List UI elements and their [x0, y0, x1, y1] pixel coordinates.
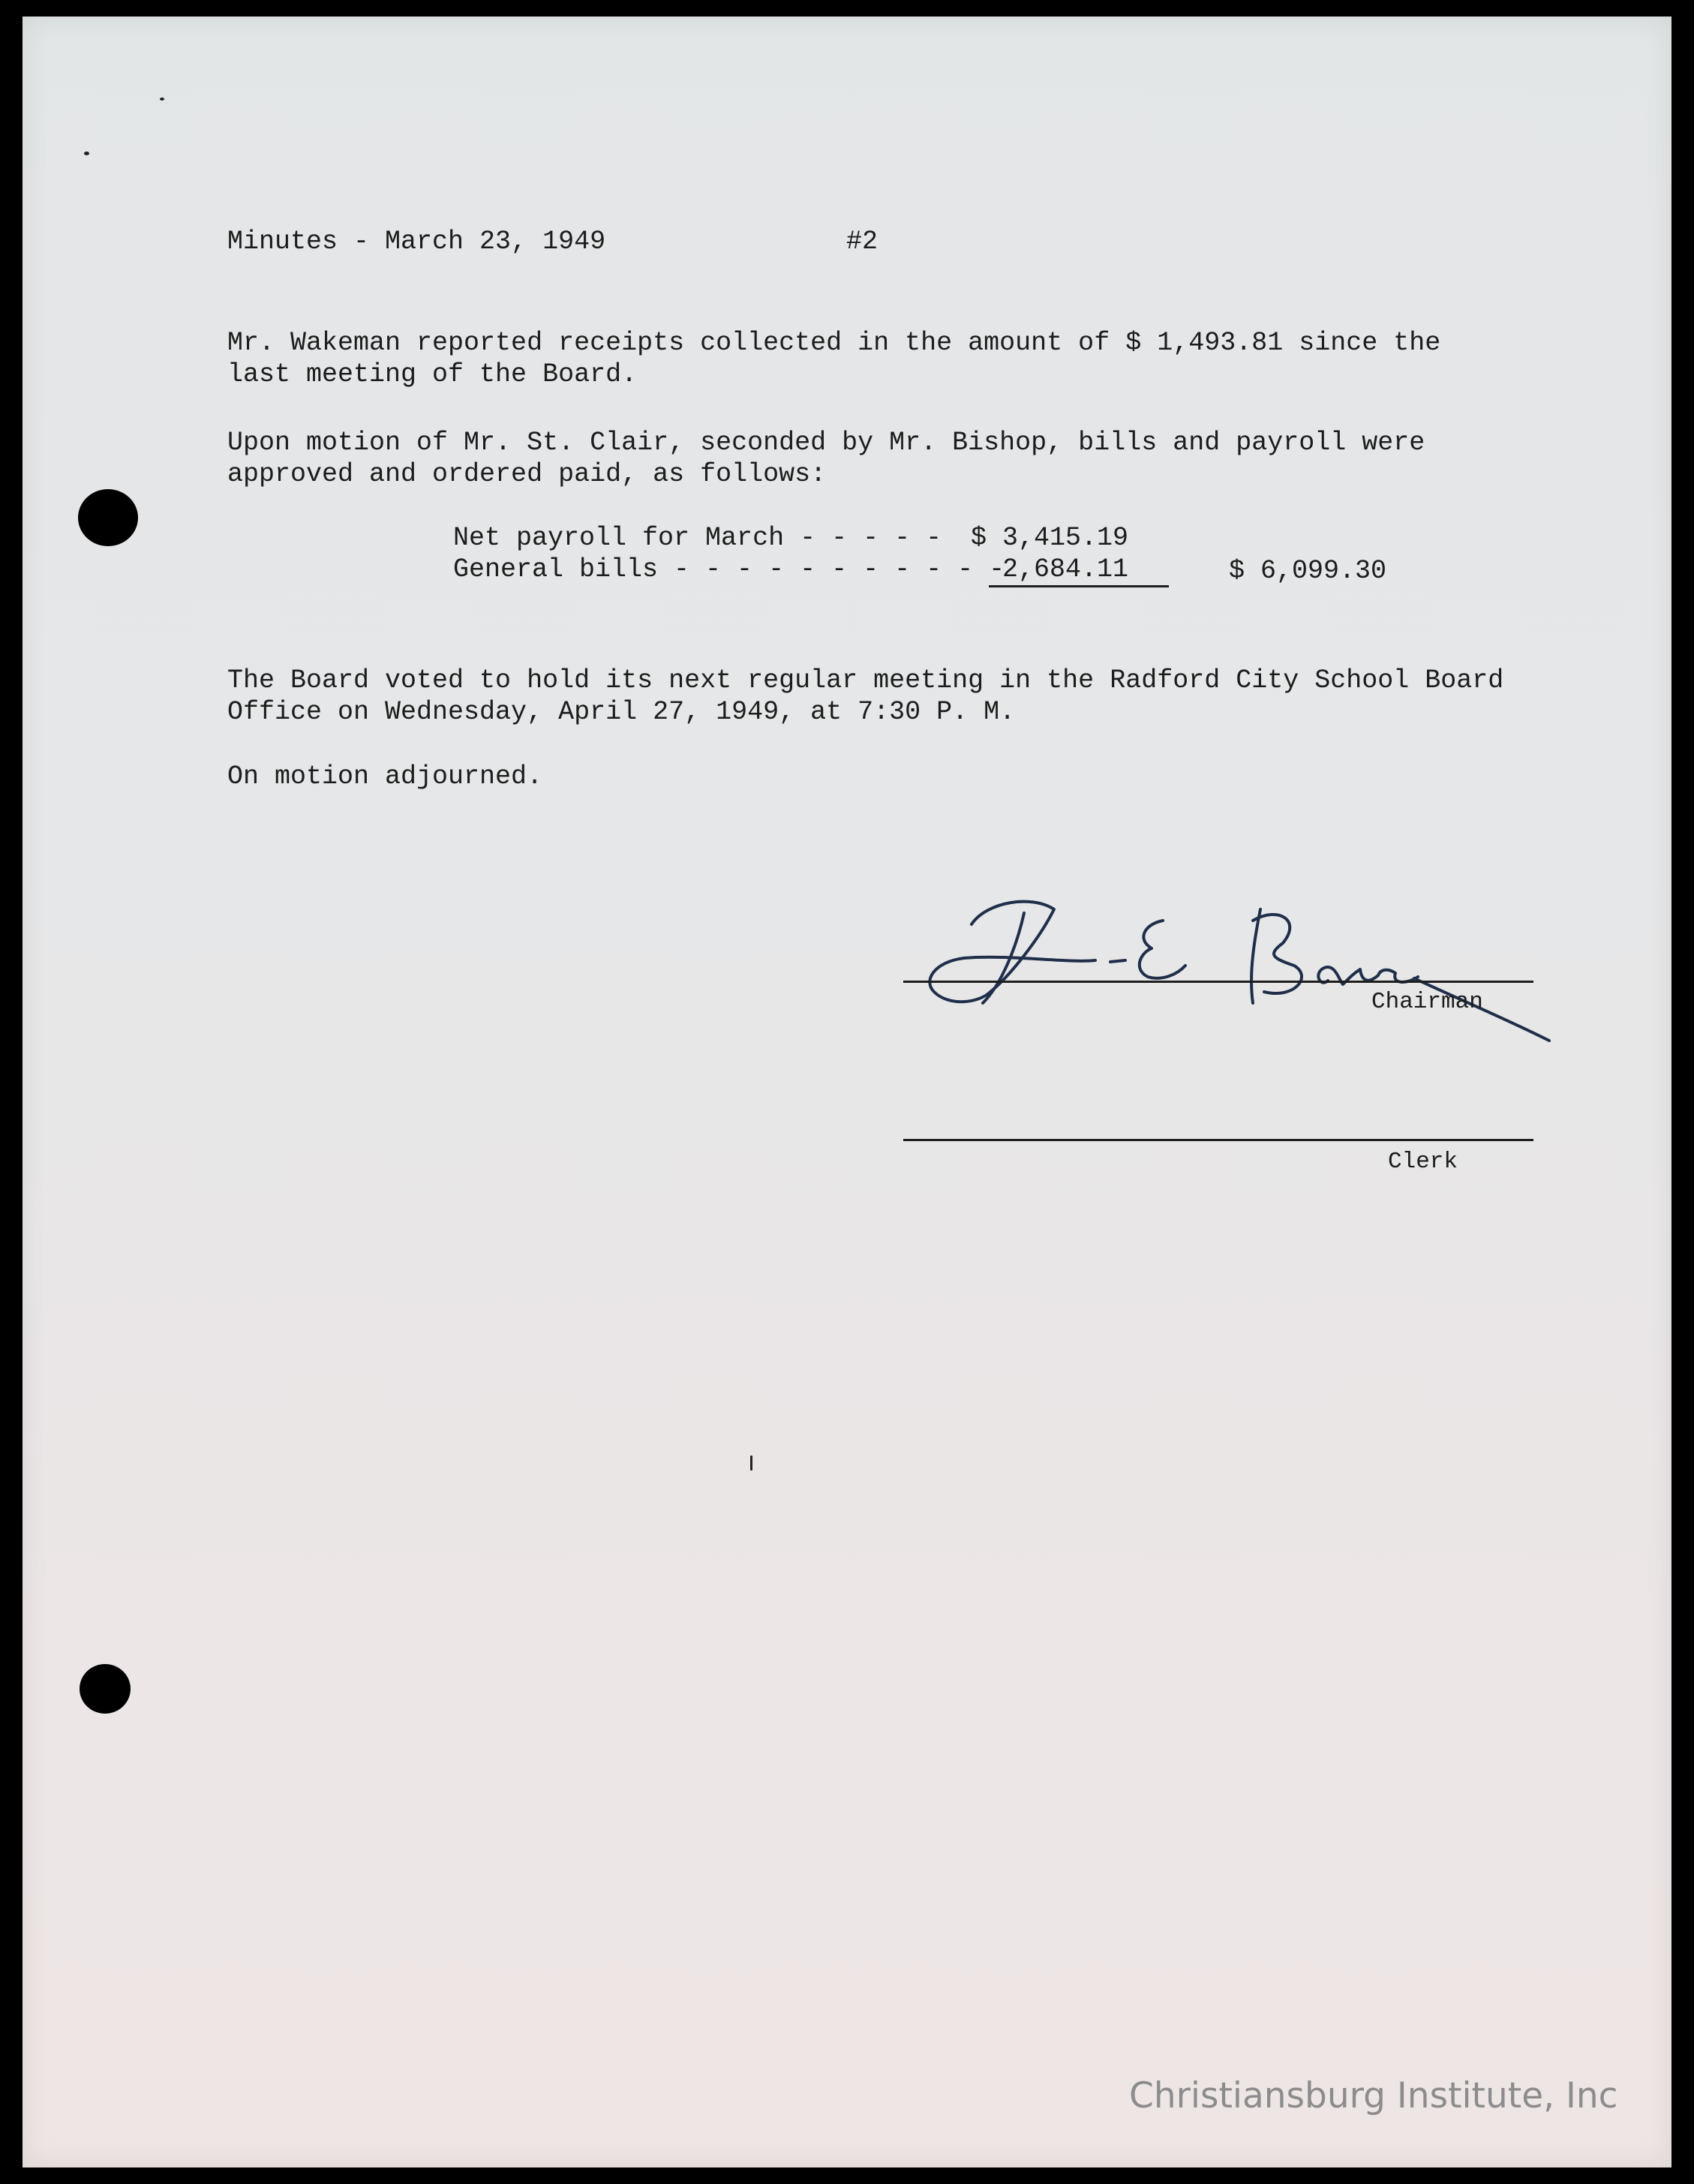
bills-total: $ 6,099.30 — [1229, 556, 1387, 586]
bill-row-payroll-label: Net payroll for March - - - - - — [453, 523, 942, 553]
chairman-label: Chairman — [1371, 989, 1483, 1015]
clerk-signature-line — [903, 1139, 1533, 1141]
paper-speck — [160, 98, 164, 101]
paragraph-next-meeting-line-2: Office on Wednesday, April 27, 1949, at 7:30 P. M. — [227, 697, 1016, 727]
bill-row-payroll-amount: $ 3,415.19 — [971, 523, 1129, 553]
subtotal-underline — [989, 585, 1169, 587]
page-number: #2 — [846, 227, 879, 257]
paragraph-receipts-line-2: last meeting of the Board. — [227, 359, 638, 389]
punch-hole-top — [78, 489, 138, 546]
paper-speck — [84, 152, 89, 155]
archive-watermark: Christiansburg Institute, Inc — [1129, 2075, 1618, 2116]
paragraph-motion-line-2: approved and ordered paid, as follows: — [227, 459, 827, 489]
clerk-label: Clerk — [1388, 1149, 1458, 1175]
paragraph-receipts-line-1: Mr. Wakeman reported receipts collected in the amount of $ 1,493.81 since the — [227, 328, 1441, 358]
chairman-handwritten-signature — [919, 879, 1564, 1074]
paper-speck — [750, 1455, 752, 1471]
page-title: Minutes - March 23, 1949 — [227, 227, 606, 257]
paragraph-next-meeting-line-1: The Board voted to hold its next regular meeting in the Radford City School Board — [227, 665, 1504, 695]
document-page — [23, 17, 1671, 2167]
punch-hole-bottom — [80, 1664, 131, 1714]
bill-row-general-label: General bills - - - - - - - - - - - — [453, 554, 1005, 584]
paragraph-adjourned: On motion adjourned. — [227, 762, 543, 792]
chairman-signature-line — [903, 981, 1533, 983]
paragraph-motion-line-1: Upon motion of Mr. St. Clair, seconded by Mr. Bishop, bills and payroll were — [227, 428, 1425, 458]
bill-row-general-amount: 2,684.11 — [1002, 554, 1129, 584]
